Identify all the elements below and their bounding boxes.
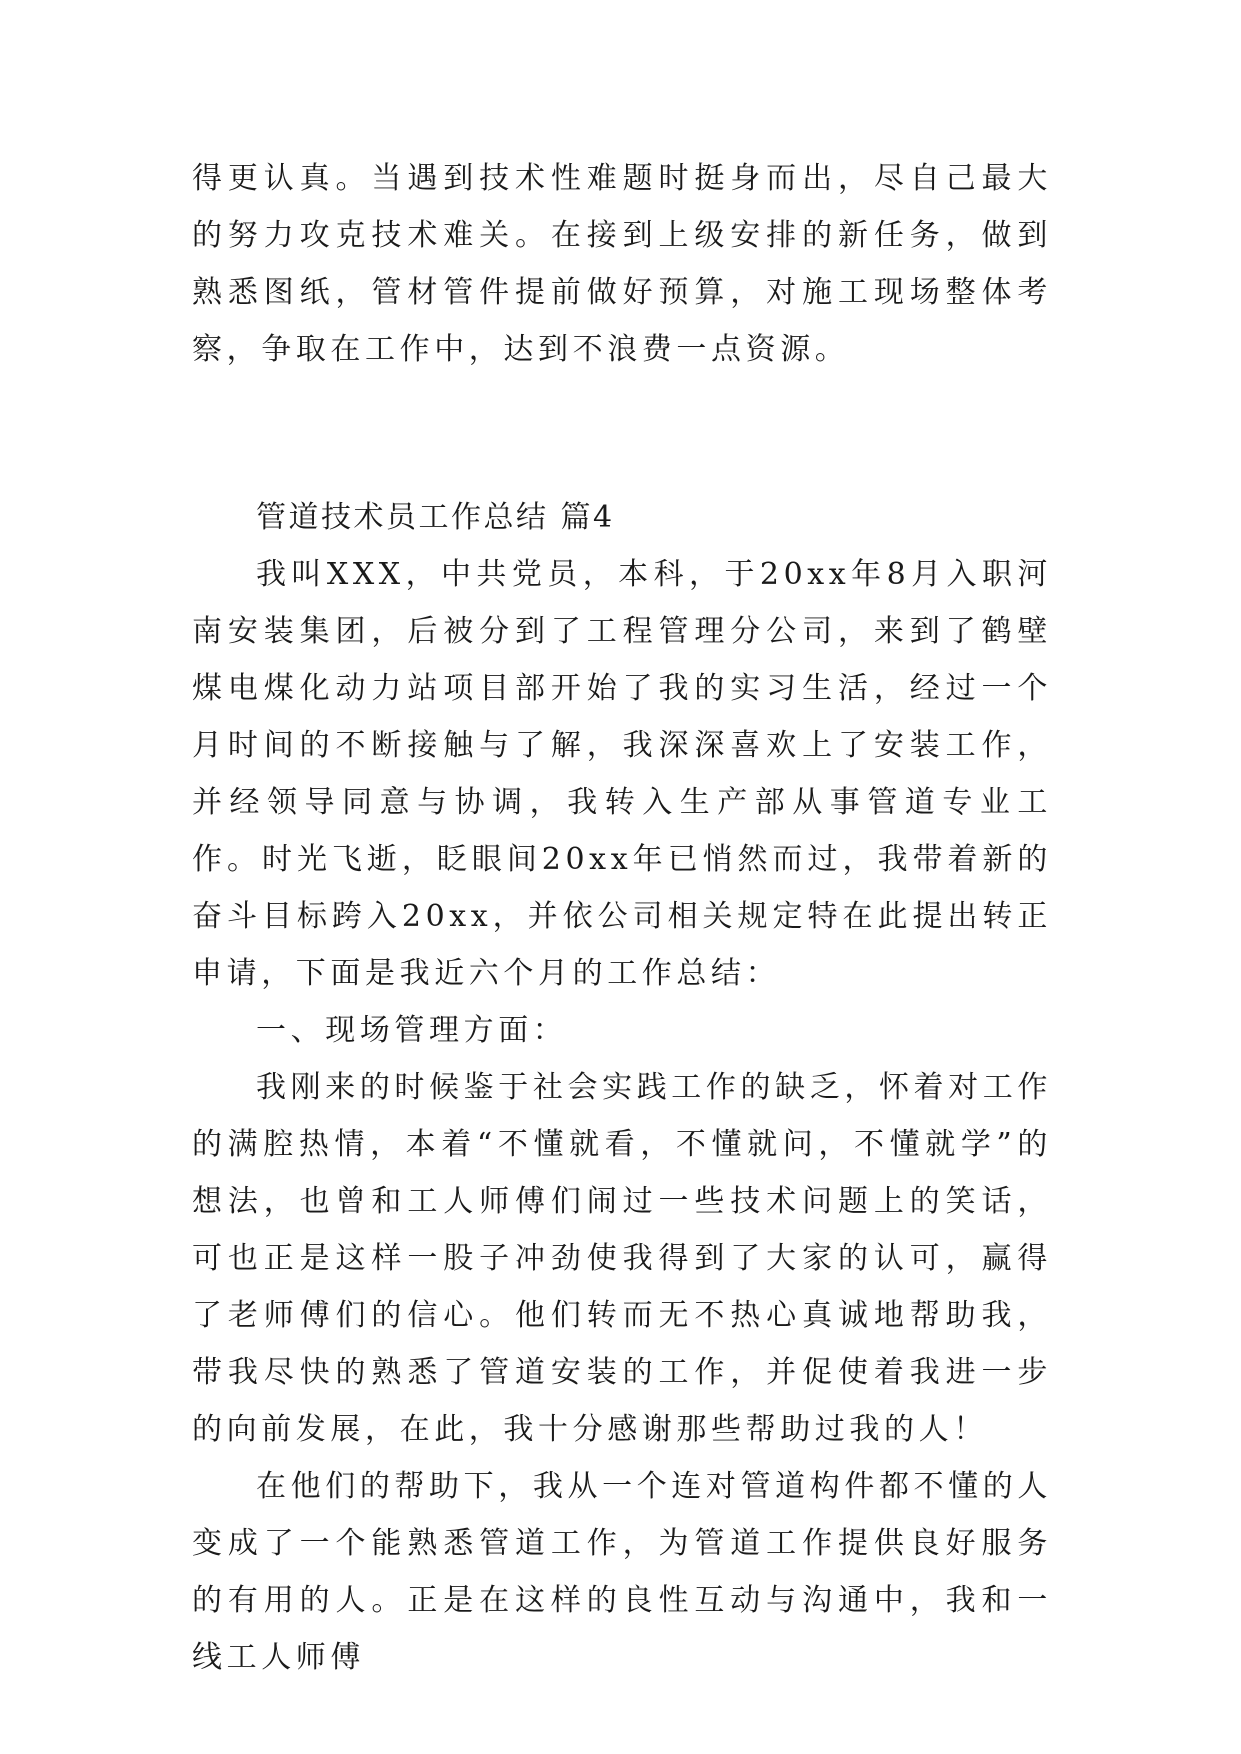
paragraph-site-1: 我刚来的时候鉴于社会实践工作的缺乏，怀着对工作的满腔热情，本着“不懂就看，不懂就问，不懂就学”的想法，也曾和工人师傅们闹过一些技术问题上的笑话，可也正是这样一股子冲劲使我得到了大家的认可，赢得了老师傅们的信心。他们转而无不热心真诚地帮助我，带我尽快的熟悉了管道安装的工作，并促使着我进一步的向前发展，在此，我十分感谢那些帮助过我的人！ (192, 1070, 1052, 1447)
paragraph-intro: 我叫XXX，中共党员，本科，于20xx年8月入职河南安装集团，后被分到了工程管理分公司，来到了鹤壁煤电煤化动力站项目部开始了我的实习生活，经过一个月时间的不断接触与了解，我深深喜欢上了安装工作，并经领导同意与协调，我转入生产部从事管道专业工作。时光飞逝，眨眼间20xx年已悄然而过，我带着新的奋斗目标跨入20xx，并依公司相关规定特在此提出转正申请，下面是我近六个月的工作总结： (192, 557, 1052, 991)
paragraph-site-2: 在他们的帮助下，我从一个连对管道构件都不懂的人变成了一个能熟悉管道工作，为管道工作提供良好服务的有用的人。正是在这样的良性互动与沟通中，我和一线工人师傅 (192, 1469, 1052, 1675)
subheading-site-management: 一、现场管理方面： (256, 1013, 568, 1048)
document-page (192, 150, 1052, 1686)
paragraph-continuation: 得更认真。当遇到技术性难题时挺身而出，尽自己最大的努力攻克技术难关。在接到上级安排的新任务，做到熟悉图纸，管材管件提前做好预算，对施工现场整体考察，争取在工作中，达到不浪费一点资源。 (192, 161, 1052, 367)
section-spacer (192, 378, 1052, 489)
section-heading: 管道技术员工作总结 篇4 (256, 500, 615, 535)
